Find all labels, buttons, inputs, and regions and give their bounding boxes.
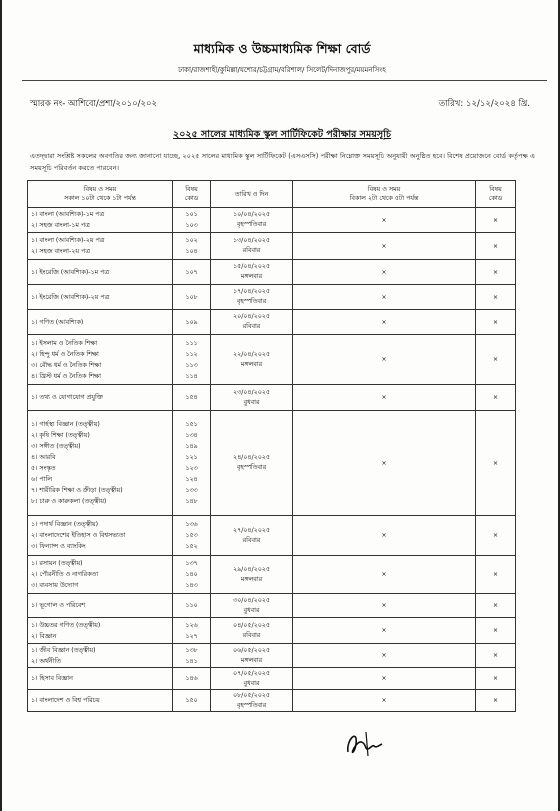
- table-row: [28, 594, 516, 618]
- afternoon-code: ×: [476, 260, 516, 285]
- afternoon-code: ×: [476, 233, 516, 260]
- subject-codes: ১৩৬ ১৫৩ ১৫২: [173, 516, 211, 556]
- subject-codes: ১০৯: [173, 310, 211, 335]
- table-row: [28, 208, 516, 233]
- header-divider: [22, 80, 547, 81]
- afternoon-subject: ×: [293, 260, 476, 285]
- morning-subjects: ১। রসায়ন (তত্ত্বীয়) ২। পৌরনীতি ও নাগরিকতা ৩। ব্যবসায় উদ্যোগ: [28, 556, 173, 594]
- table-row: [28, 411, 516, 516]
- subject-codes: ১২৬ ১২৭: [173, 618, 211, 644]
- table-row: [28, 385, 516, 411]
- subject-codes: ১৩৭ ১৪০ ১৪৩: [173, 556, 211, 594]
- exam-date: ০৬/০৫/২০২৫ মঙ্গলবার: [211, 644, 293, 668]
- morning-subjects: ১। পদার্থ বিজ্ঞান (তত্ত্বীয়) ২। বাংলাদেশের ইতিহাস ও বিশ্বসভ্যতা ৩। ফিন্যান্স ও ব্যাংকিং: [28, 516, 173, 556]
- exam-date: ০৭/০৫/২০২৫ বুধবার: [211, 668, 293, 690]
- afternoon-code: ×: [476, 335, 516, 385]
- morning-subjects: ১। জীব বিজ্ঞান (তত্ত্বীয়) ২। অর্থনীতি: [28, 644, 173, 668]
- afternoon-code: ×: [476, 411, 516, 516]
- subject-codes: ১১১ ১১২ ১১৩ ১১৪: [173, 335, 211, 385]
- exam-date: ০৮/০৫/২০২৫ বৃহস্পতিবার: [211, 690, 293, 712]
- exam-date: ২৯/০৪/২০২৫ মঙ্গলবার: [211, 556, 293, 594]
- schedule-heading: ২০২৫ সালের মাধ্যমিক স্কুল সার্টিফিকেট পরীক্ষার সময়সূচি: [173, 129, 391, 140]
- table-row: [28, 285, 516, 310]
- subject-codes: ১০১ ১০৩: [173, 208, 211, 233]
- afternoon-code: ×: [476, 516, 516, 556]
- afternoon-subject: ×: [293, 233, 476, 260]
- morning-subjects: ১। গার্হস্থ্য বিজ্ঞান (তত্ত্বীয়) ২। কৃষি শিক্ষা (তত্ত্বীয়) ৩। সঙ্গীত (তত্ত্বীয়) ৪। আরবি ৫। সংস্কৃত ৬। পালি ৭। শারীরিক শিক্ষা ও ক্রীড়া (তত্ত্বীয়) ৮। চারু ও কারুকলা (তত্ত্বীয়): [28, 411, 173, 516]
- header-code: বিষয় কোড: [173, 181, 211, 208]
- header-code-afternoon: বিষয় কোড: [476, 181, 516, 208]
- table-header-row: [28, 181, 516, 208]
- subject-codes: ১৫৪: [173, 385, 211, 411]
- subject-codes: ১৪৬: [173, 668, 211, 690]
- exam-date: ১০/০৪/২০২৫ বৃহস্পতিবার: [211, 208, 293, 233]
- afternoon-subject: ×: [293, 310, 476, 335]
- exam-date: ১৭/০৪/২০২৫ বৃহস্পতিবার: [211, 285, 293, 310]
- subject-codes: ১১০: [173, 594, 211, 618]
- table-row: [28, 690, 516, 712]
- morning-subjects: ১। ইসলাম ও নৈতিক শিক্ষা ২। হিন্দু ধর্ম ও নৈতিক শিক্ষা ৩। বৌদ্ধ ধর্ম ও নৈতিক শিক্ষা ৪। খ্রিস্ট ধর্ম ও নৈতিক শিক্ষা: [28, 335, 173, 385]
- exam-date: ২২/০৪/২০২৫ মঙ্গলবার: [211, 335, 293, 385]
- header-morning: বিষয় ও সময় সকাল ১০টা থেকে ১টা পর্যন্ত: [28, 181, 173, 208]
- header-date: তারিখ ও দিন: [211, 181, 293, 208]
- table-row: [28, 644, 516, 668]
- morning-subjects: ১। ইংরেজি (আবশ্যিক)-২য় পত্র: [28, 285, 173, 310]
- exam-schedule-table: [27, 180, 516, 712]
- issue-date: তারিখ: ১২/১২/২০২৪ খ্রি.: [438, 99, 530, 109]
- afternoon-subject: ×: [293, 594, 476, 618]
- table-row: [28, 335, 516, 385]
- afternoon-code: ×: [476, 618, 516, 644]
- afternoon-code: ×: [476, 690, 516, 712]
- afternoon-subject: ×: [293, 516, 476, 556]
- morning-subjects: ১। বাংলা (আবশ্যিক)-১ম পত্র ২। সহজ বাংলা-১ম পত্র: [28, 208, 173, 233]
- table-row: [28, 556, 516, 594]
- exam-date: ৩০/০৪/২০২৫ বুধবার: [211, 594, 293, 618]
- afternoon-subject: ×: [293, 644, 476, 668]
- morning-subjects: ১। গণিত (আবশ্যিক): [28, 310, 173, 335]
- exam-date: ২৭/০৪/২০২৫ রবিবার: [211, 516, 293, 556]
- exam-date: ২৩/০৪/২০২৫ বুধবার: [211, 385, 293, 411]
- table-row: [28, 260, 516, 285]
- exam-date: ১৫/০৪/২০২৫ মঙ্গলবার: [211, 260, 293, 285]
- afternoon-code: ×: [476, 668, 516, 690]
- afternoon-code: ×: [476, 385, 516, 411]
- subject-codes: ১০২ ১০৪: [173, 233, 211, 260]
- morning-subjects: ১। উচ্চতর গণিত (তত্ত্বীয়) ২। বিজ্ঞান: [28, 618, 173, 644]
- afternoon-subject: ×: [293, 618, 476, 644]
- subject-codes: ১০৭: [173, 260, 211, 285]
- afternoon-subject: ×: [293, 285, 476, 310]
- table-row: [28, 516, 516, 556]
- afternoon-subject: ×: [293, 385, 476, 411]
- morning-subjects: ১। বাংলাদেশ ও বিশ্ব পরিচয়: [28, 690, 173, 712]
- afternoon-subject: ×: [293, 335, 476, 385]
- subject-codes: ১৫১ ১৩৪ ১৪৯ ১২১ ১২৩ ১২৪ ১৩৩ ১৪৮: [173, 411, 211, 516]
- morning-subjects: ১। হিসাব বিজ্ঞান: [28, 668, 173, 690]
- exam-date: ০৪/০৫/২০২৫ রবিবার: [211, 618, 293, 644]
- subject-codes: ১৫০: [173, 690, 211, 712]
- table-row: [28, 618, 516, 644]
- afternoon-subject: ×: [293, 690, 476, 712]
- morning-subjects: ১। বাংলা (আবশ্যিক)-২য় পত্র ২। সহজ বাংলা-২য় পত্র: [28, 233, 173, 260]
- afternoon-code: ×: [476, 310, 516, 335]
- subject-codes: ১৩৮ ১৪১: [173, 644, 211, 668]
- header-afternoon: বিষয় ও সময় বিকাল ২টা থেকে ৫টা পর্যন্ত: [293, 181, 476, 208]
- afternoon-code: ×: [476, 644, 516, 668]
- afternoon-subject: ×: [293, 556, 476, 594]
- exam-date: ১৩/০৪/২০২৫ রবিবার: [211, 233, 293, 260]
- afternoon-code: ×: [476, 285, 516, 310]
- afternoon-subject: ×: [293, 411, 476, 516]
- table-row: [28, 668, 516, 690]
- afternoon-code: ×: [476, 208, 516, 233]
- morning-subjects: ১। ইংরেজি (আবশ্যিক)-১ম পত্র: [28, 260, 173, 285]
- morning-subjects: ১। ভূগোল ও পরিবেশ: [28, 594, 173, 618]
- board-title: মাধ্যমিক ও উচ্চমাধ্যমিক শিক্ষা বোর্ড: [193, 41, 371, 56]
- afternoon-subject: ×: [293, 208, 476, 233]
- table-row: [28, 233, 516, 260]
- signature: [342, 722, 390, 762]
- afternoon-subject: ×: [293, 668, 476, 690]
- board-cities: ঢাকা/রাজশাহী/কুমিল্লা/যশোর/চট্টগ্রাম/বরিশাল/ সিলেট/দিনাজপুর/ময়মনসিংহ: [178, 66, 386, 74]
- morning-subjects: ১। তথ্য ও যোগাযোগ প্রযুক্তি: [28, 385, 173, 411]
- afternoon-code: ×: [476, 556, 516, 594]
- afternoon-code: ×: [476, 594, 516, 618]
- exam-date: ২০/০৪/২০২৫ রবিবার: [211, 310, 293, 335]
- memo-number: স্মারক নং- আশিবো/প্রশা/২০১০/২০২: [30, 99, 158, 109]
- exam-date: ২৪/০৪/২০২৫ বৃহস্পতিবার: [211, 411, 293, 516]
- intro-paragraph: এতদ্দ্বারা সংশ্লিষ্ট সকলের অবগতির জন্য জানানো যাচ্ছে, ২০২৫ সালের মাধ্যমিক স্কুল সার্টিফিকেট (এসএসসি) পরীক্ষা নিম্নোক্ত সময়সূচি অনুযায়ী অনুষ্ঠিত হবে। বিশেষ প্রয়োজনে বোর্ড কর্তৃপক্ষ এ সময়সূচি পরিবর্তন করতে পারবেন।: [30, 152, 535, 172]
- subject-codes: ১০৮: [173, 285, 211, 310]
- table-row: [28, 310, 516, 335]
